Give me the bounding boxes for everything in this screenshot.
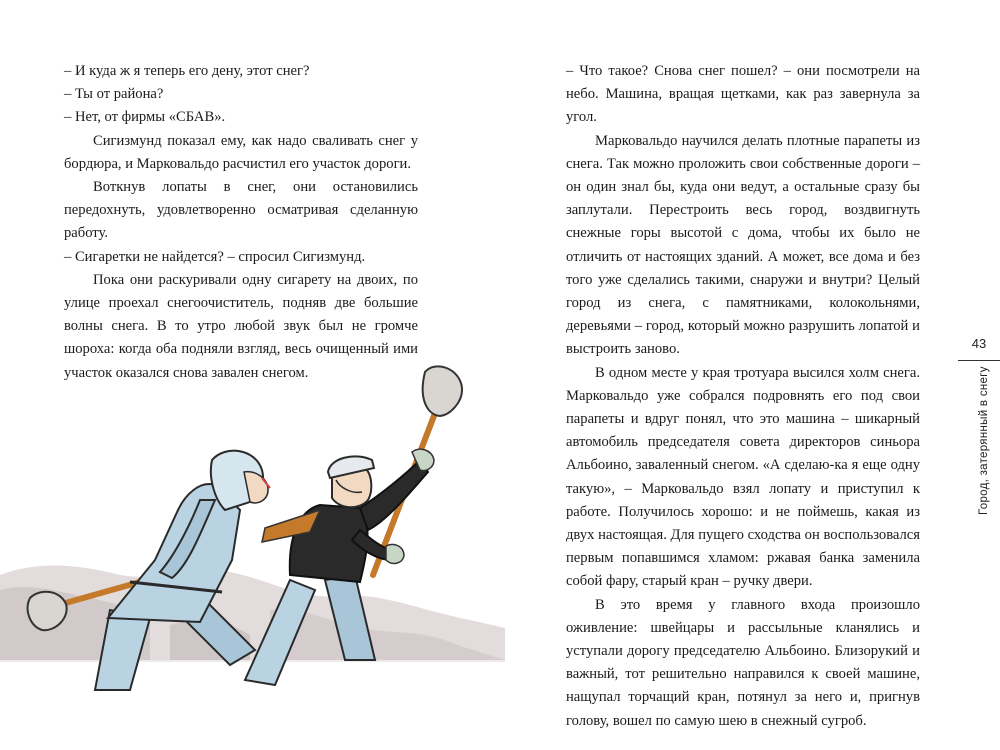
paragraph: В это время у главного входа произошло оживление: швейцары и рассыльные кланялись и уступали дорогу председателю Альбоино. Близорукий и важный, тот решительно направился к своей машине, нащупал торчащий кран, потянул за него и, пригнув голову, вошел по самую шею в снежный сугроб. bbox=[566, 596, 920, 729]
dialogue-line: – Сигаретки не найдется? – спросил Сигизмунд. bbox=[64, 248, 366, 265]
paragraph: В одном месте у края тротуара высился холм снега. Марковальдо уже собрался подровнять его под свои парапеты и вдруг понял, что это машина – шикарный автомобиль председателя совета директоров синьора Альбоино, заваленный снегом. «А сделаю-ка я еще одну такую», – Марковальдо взял лопату и приступил к работе. Получилось хорошо: и не поймешь, какая из двух настоящая. Для пущего сходства он воспользовался первым попавшимся хламом: ржавая банка заменила собой фару, старый кран – ручку двери. bbox=[566, 364, 920, 590]
paragraph: Пока они раскуривали одну сигарету на двоих, по улице проехал снегоочиститель, подняв две большие волны снега. В то утро любой звук был не громче шороха: когда оба подняли взгляд, весь очищенный ими участок оказался снова завален снегом. bbox=[64, 271, 418, 381]
left-page-text bbox=[64, 60, 418, 385]
dialogue-line: – Нет, от фирмы «СБАВ». bbox=[64, 109, 226, 126]
dialogue-line: – Ты от района? bbox=[64, 86, 164, 103]
folio-divider bbox=[958, 360, 1000, 361]
running-head: Город, затерянный в снегу bbox=[978, 366, 990, 515]
paragraph: Марковальдо научился делать плотные парапеты из снега. Так можно проложить свои собственные дороги – он один знал бы, куда они ведут, а остальные сразу бы заплутали. Перестроить весь город, воздвигнуть снежные горы высотой с дома, чтобы их было не отличить от настоящих зданий. А может, все дома и без того уже сделались такими, снаружи и внутри? Целый город из снега, с памятниками, колокольнями, деревьями – город, который можно разрушить лопатой и выстроить заново. bbox=[566, 132, 920, 358]
paragraph: Воткнув лопаты в снег, они остановились передохнуть, удовлетворенно осматривая сделанную работу. bbox=[64, 179, 418, 242]
snow-shovelers-illustration bbox=[0, 360, 510, 750]
page-number: 43 bbox=[971, 336, 987, 351]
right-page-text bbox=[566, 60, 920, 733]
dialogue-line: – И куда ж я теперь его дену, этот снег? bbox=[64, 63, 310, 79]
paragraph: Сигизмунд показал ему, как надо сваливать снег у бордюра, и Марковальдо расчистил его участок дороги. bbox=[64, 132, 418, 172]
paragraph: – Что такое? Снова снег пошел? – они посмотрели на небо. Машина, вращая щетками, как раз завернула за угол. bbox=[566, 63, 920, 126]
